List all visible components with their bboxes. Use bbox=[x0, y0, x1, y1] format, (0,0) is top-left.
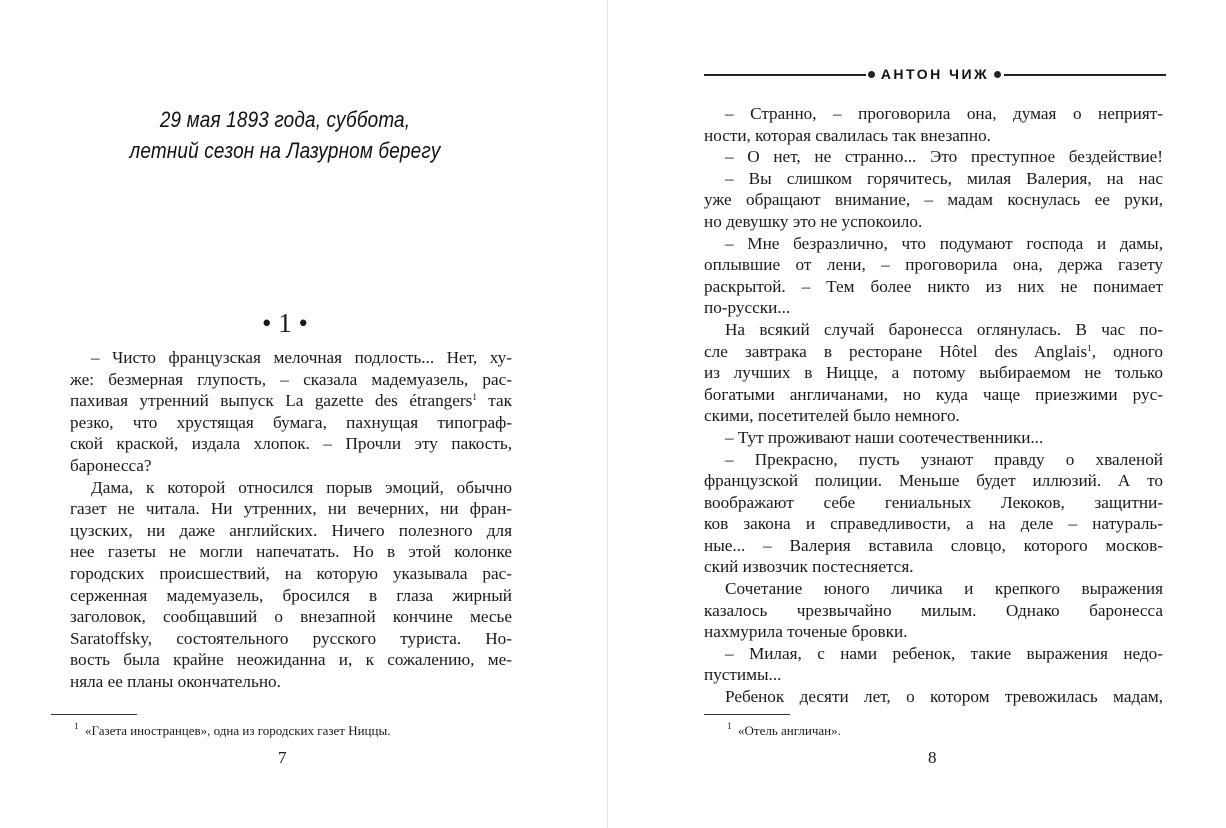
left-page bbox=[0, 0, 607, 828]
footnote-rule bbox=[704, 714, 790, 715]
text-line: резко, что хрустящая бумага, пахнущая типограф- bbox=[70, 412, 512, 432]
text-line: серженная мадемуазель, бросился в глаза жирный bbox=[70, 585, 512, 605]
text-line: оплывшие от лени, – проговорила она, держа газету bbox=[704, 255, 1163, 275]
text-line: заголовок, сообщавший о внезапной кончине месье bbox=[70, 607, 512, 627]
text-line: Ребенок десяти лет, о котором тревожилась мадам, bbox=[725, 687, 1163, 707]
footnote-marker: 1 bbox=[74, 721, 79, 731]
header-rule-right bbox=[1004, 74, 1166, 76]
text-line: цузских, ни даже английских. Ничего полезного для bbox=[70, 520, 512, 540]
text-line: нее газеты не могли напечатать. Но в этой колонке bbox=[70, 542, 512, 562]
header-rule-left bbox=[704, 74, 866, 76]
author-name: АНТОН ЧИЖ bbox=[880, 66, 990, 82]
text-line: ности, которая свалилась так внезапно. bbox=[704, 125, 991, 145]
text-line: – Странно, – проговорила она, думая о неприят- bbox=[725, 104, 1163, 123]
body-text bbox=[70, 347, 512, 693]
text-line: – Вы слишком горячитесь, милая Валерия, на нас bbox=[725, 168, 1163, 188]
text-line: – Милая, с нами ребенок, такие выражения недо- bbox=[725, 643, 1163, 663]
text-line: богатыми англичанами, но куда чаще приезжими рус- bbox=[704, 384, 1163, 404]
footnote-text: «Отель англичан». bbox=[738, 723, 841, 738]
text-line: из лучших в Ницце, а потому выбираемом не только bbox=[704, 363, 1163, 383]
right-page bbox=[608, 0, 1226, 828]
text-line-with-footnote bbox=[704, 341, 1163, 363]
text-line: Saratoffsky, состоятельного русского туриста. Но- bbox=[70, 628, 512, 648]
footnote-text: «Газета иностранцев», одна из городских газет Ниццы. bbox=[85, 723, 391, 738]
text-line: пустимы... bbox=[704, 665, 782, 685]
footnote-marker: 1 bbox=[727, 721, 732, 731]
text-line: баронесса? bbox=[70, 455, 152, 475]
text-line: городских происшествий, на которую указывала рас- bbox=[70, 563, 512, 583]
text-line: ский извозчик постесняется. bbox=[704, 557, 914, 577]
footnote bbox=[74, 723, 390, 739]
text-line: газет не читала. Ни утренних, ни вечерних, ни фран- bbox=[70, 499, 512, 519]
text-line: – Прекрасно, пусть узнают правду о хваленой bbox=[725, 449, 1163, 469]
text-line: – О нет, не странно... Это преступное бездействие! bbox=[725, 147, 1163, 167]
body-text bbox=[704, 103, 1163, 708]
running-head bbox=[704, 64, 1166, 86]
text-line: Дама, к которой относился порыв эмоций, обычно bbox=[91, 477, 512, 497]
section-number: • 1 • bbox=[262, 308, 308, 338]
text-line: Сочетание юного личика и крепкого выражения bbox=[725, 579, 1163, 599]
page-number: 7 bbox=[278, 748, 287, 767]
bullet-ornament bbox=[868, 71, 875, 78]
text-line: – Чисто французская мелочная подлость... Нет, ху- bbox=[91, 348, 512, 367]
text-line: скими, посетителей было немного. bbox=[704, 406, 960, 426]
footnote bbox=[727, 723, 841, 739]
page-number: 8 bbox=[928, 748, 937, 767]
text-line: вость была крайне неожиданна и, к сожалению, ме- bbox=[70, 650, 512, 670]
bullet-ornament bbox=[994, 71, 1001, 78]
footnote-ref: 1 bbox=[472, 392, 477, 403]
text-line: по-русски... bbox=[704, 298, 791, 318]
text-line: На всякий случай баронесса оглянулась. В час по- bbox=[725, 319, 1163, 339]
text-line: раскрытой. – Тем более никто из них не понимает bbox=[704, 276, 1163, 296]
chapter-title bbox=[100, 104, 470, 166]
text-line: же: безмерная глупость, – сказала мадемуазель, рас- bbox=[70, 369, 512, 389]
text-line: французской полиции. Меньше будет иллюзий. А то bbox=[704, 471, 1163, 491]
text-line: – Тут проживают наши соотечественники... bbox=[725, 427, 1044, 447]
footnote-rule bbox=[51, 714, 137, 715]
text-line: – Мне безразлично, что подумают господа и дамы, bbox=[725, 233, 1163, 253]
text-fragment: , одного bbox=[1091, 341, 1163, 361]
text-line: няла ее планы окончательно. bbox=[70, 671, 281, 691]
text-line: ской краской, издала хлопок. – Прочли эту пакость, bbox=[70, 434, 512, 454]
text-line: уже обращают внимание, – мадам коснулась ее руки, bbox=[704, 190, 1163, 210]
chapter-title-line: летний сезон на Лазурном берегу bbox=[129, 138, 441, 163]
text-line: воображают себе гениальных Лекоков, защитни- bbox=[704, 492, 1163, 512]
text-line: но девушку это не успокоило. bbox=[704, 211, 923, 231]
text-fragment: так bbox=[488, 391, 512, 411]
chapter-title-line: 29 мая 1893 года, суббота, bbox=[159, 107, 411, 132]
text-fragment: сле завтрака в ресторане Hôtel des Anglais bbox=[704, 341, 1088, 361]
text-line: нахмурила точеные бровки. bbox=[704, 622, 908, 642]
text-fragment: пахивая утренний выпуск La gazette des étrangers bbox=[70, 391, 473, 411]
text-line: ков закона и справедливости, а на деле – натураль- bbox=[704, 514, 1163, 534]
text-line-with-footnote bbox=[70, 390, 512, 412]
footnote-ref: 1 bbox=[1087, 342, 1092, 353]
text-line: казалось чрезвычайно милым. Однако баронесса bbox=[704, 600, 1163, 620]
text-line: ные... – Валерия вставила словцо, которого москов- bbox=[704, 535, 1163, 555]
